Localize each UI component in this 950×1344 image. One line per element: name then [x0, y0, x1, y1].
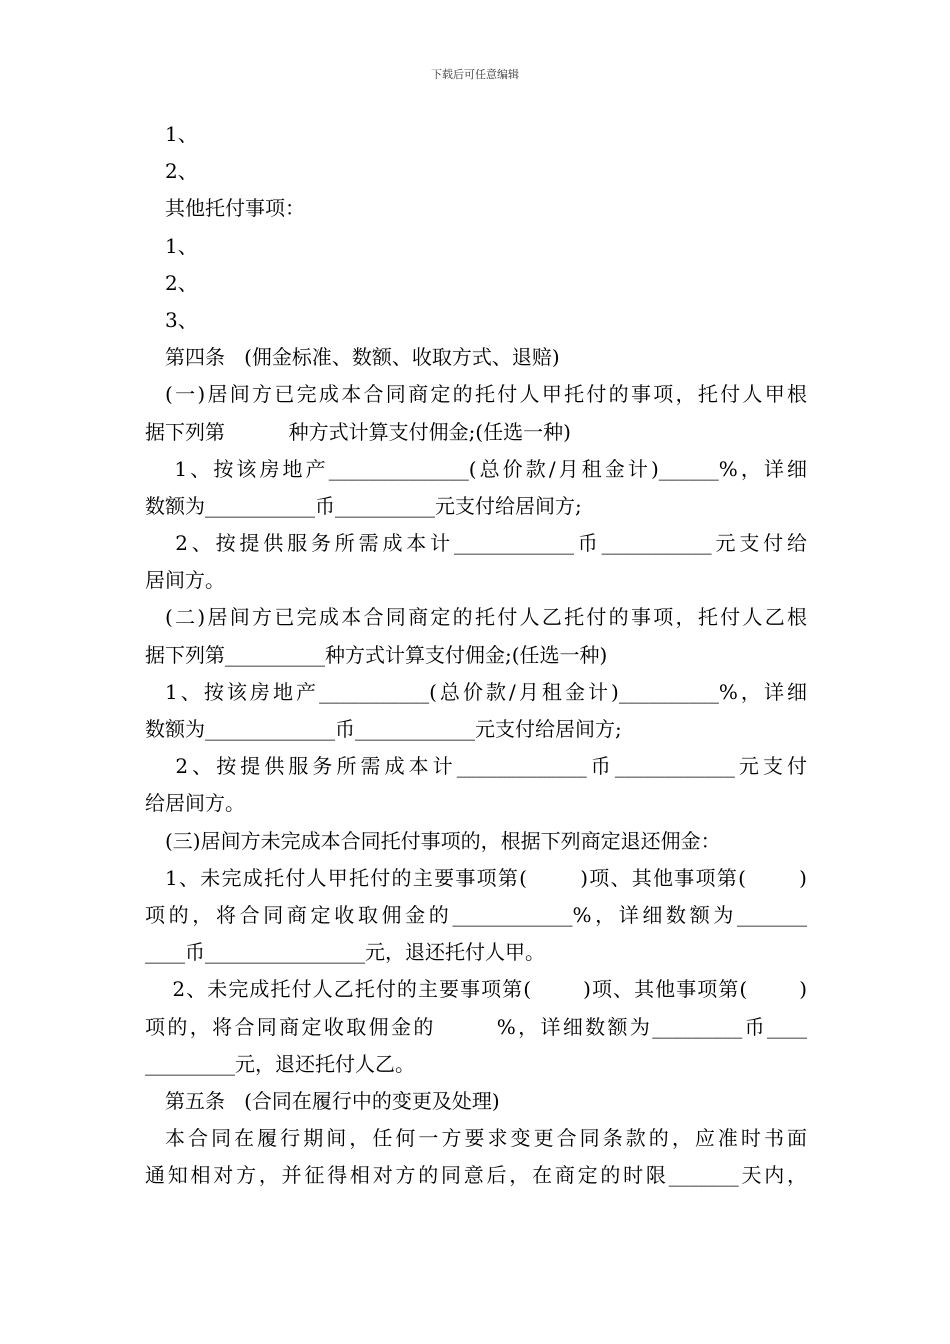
text-line: 给居间方。 — [145, 791, 245, 816]
text-line: 据下列第 种方式计算支付佣金;(任选一种) — [145, 419, 571, 444]
text-line: 据下列第__________种方式计算支付佣金;(任选一种) — [145, 642, 608, 667]
page-header: 下载后可任意编辑 — [431, 68, 519, 81]
text-line: _________元，退还托付人乙。 — [145, 1051, 415, 1076]
text-line: 3、 — [165, 307, 198, 332]
text-line: 1、 — [165, 122, 198, 146]
text-line: 第五条 (合同在履行中的变更及处理) — [165, 1088, 500, 1113]
text-line: 第四条 (佣金标准、数额、收取方式、退赔) — [165, 345, 560, 370]
text-line: 1、 — [165, 233, 198, 258]
text-line: 2、 — [165, 159, 198, 184]
text-line: 2、 — [165, 270, 198, 295]
text-line: 本合同在履行期间，任何一方要求变更合同条款的，应准时书面 — [165, 1126, 807, 1151]
text-line: (二)居间方已完成本合同商定的托付人乙托付的事项，托付人乙根 — [165, 605, 807, 630]
text-line: 1、未完成托付人甲托付的主要事项第( )项、其他事项第( ) — [165, 865, 807, 890]
text-line: 居间方。 — [145, 568, 225, 593]
text-line: 通知相对方，并征得相对方的同意后，在商定的时限_______天内， — [145, 1163, 807, 1188]
text-line: (三)居间方未完成本合同托付事项的，根据下列商定退还佣金： — [165, 828, 721, 853]
text-line: 1、按该房地产______________(总价款/月租金计)______%，详细 — [165, 456, 807, 481]
text-line: 2、未完成托付人乙托付的主要事项第( )项、其他事项第( ) — [165, 977, 807, 1002]
document-body — [145, 116, 807, 1194]
text-line: 数额为_____________币____________元支付给居间方; — [145, 717, 622, 741]
text-line: ____币________________元，退还托付人甲。 — [145, 940, 545, 965]
text-line: 其他托付事项： — [165, 196, 305, 221]
text-line: 2、按提供服务所需成本计____________币___________元支付给 — [165, 531, 807, 556]
text-line: 项的，将合同商定收取佣金的____________%，详细数额为_______ — [145, 902, 807, 927]
text-line: 数额为___________币__________元支付给居间方; — [145, 493, 582, 518]
text-line: (一)居间方已完成本合同商定的托付人甲托付的事项，托付人甲根 — [165, 382, 807, 407]
text-line: 1、按该房地产___________(总价款/月租金计)__________%，详细 — [165, 679, 807, 704]
text-line: 项的，将合同商定收取佣金的 %，详细数额为_________币____ — [145, 1014, 807, 1039]
text-line: 2、按提供服务所需成本计_____________币____________元支付 — [165, 754, 807, 779]
